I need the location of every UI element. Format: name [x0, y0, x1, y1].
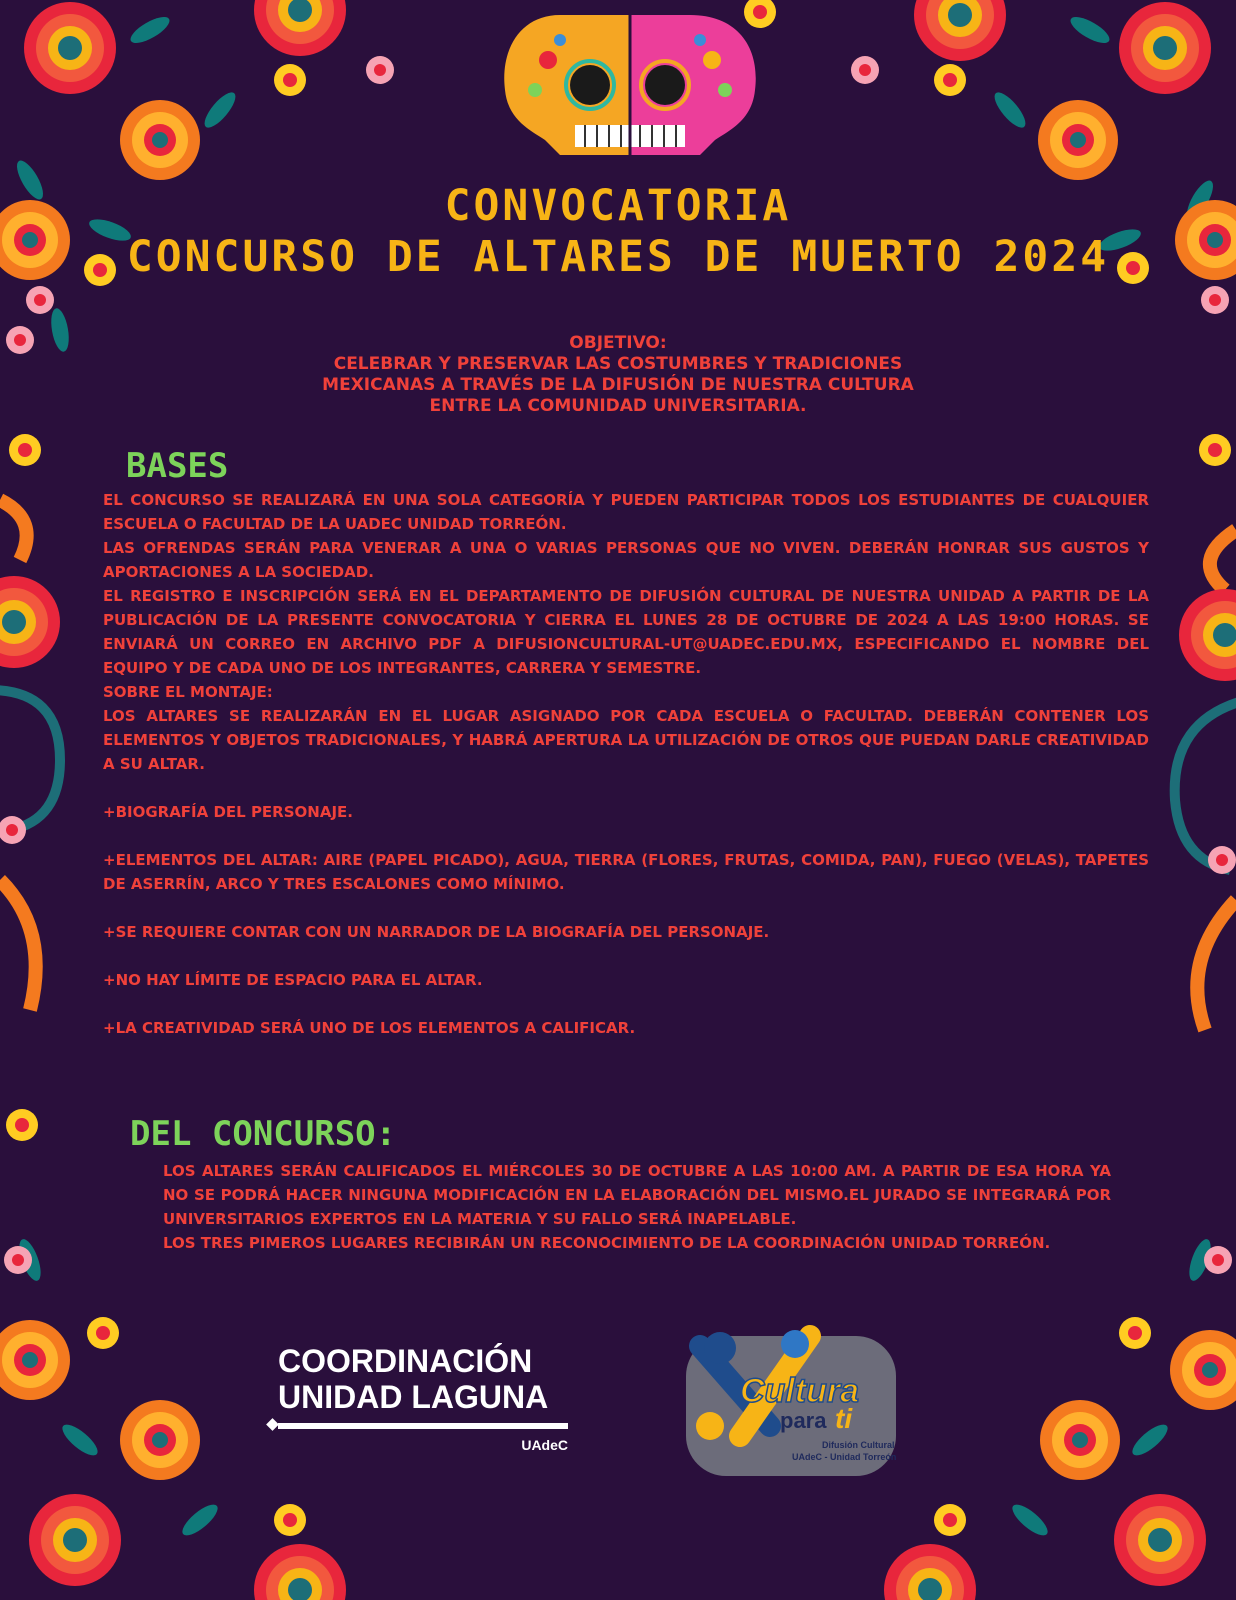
requirement-item: +LA CREATIVIDAD SERÁ UNO DE LOS ELEMENTOS A CALIFICAR. [103, 1019, 636, 1037]
bases-paragraph: SOBRE EL MONTAJE: [103, 683, 273, 701]
objective-line: MEXICANAS A TRAVÉS DE LA DIFUSIÓN DE NUESTRA CULTURA [322, 375, 914, 395]
bases-paragraph: LOS ALTARES SE REALIZARÁN EN EL LUGAR ASIGNADO POR CADA ESCUELA O FACULTAD. DEBERÁN CONTENER LOS ELEMENTOS Y OBJETOS TRADICIONALES, Y HABRÁ APERTURA LA UTILIZACIÓN DE OTROS QUE PUEDAN DARLE CREATIVIDAD A SU ALTAR. [103, 707, 1149, 773]
requirement-item: +SE REQUIERE CONTAR CON UN NARRADOR DE LA BIOGRAFÍA DEL PERSONAJE. [103, 923, 770, 941]
title-concurso: CONCURSO DE ALTARES DE MUERTO 2024 [126, 232, 1110, 282]
requirement-item: +NO HAY LÍMITE DE ESPACIO PARA EL ALTAR. [103, 971, 483, 989]
requirement-item: +ELEMENTOS DEL ALTAR: AIRE (PAPEL PICADO), AGUA, TIERRA (FLORES, FRUTAS, COMIDA, PAN), FUEGO (VELAS), TAPETES DE ASERRÍN, ARCO Y TRES ESCALONES COMO MÍNIMO. [103, 851, 1149, 893]
difusion-label: Difusión Cultural [822, 1440, 895, 1450]
bases-paragraph: EL CONCURSO SE REALIZARÁ EN UNA SOLA CATEGORÍA Y PUEDEN PARTICIPAR TODOS LOS ESTUDIANTES DE CUALQUIER ESCUELA O FACULTAD DE LA UADEC UNIDAD TORREÓN. [103, 491, 1149, 533]
logo-line: COORDINACIÓN [278, 1343, 533, 1379]
coordinacion-logo [278, 1343, 568, 1453]
bases-title: BASES [126, 446, 229, 486]
requirement-item: +BIOGRAFÍA DEL PERSONAJE. [103, 803, 353, 821]
cultura-para-ti-logo [680, 1316, 914, 1486]
objective-label: OBJETIVO: [569, 333, 667, 353]
contest-paragraph: LOS ALTARES SERÁN CALIFICADOS EL MIÉRCOLES 30 DE OCTUBRE A LAS 10:00 AM. A PARTIR DE ESA HORA YA NO SE PODRÁ HACER NINGUNA MODIFICACIÓN EN LA ELABORACIÓN DEL MISMO.EL JURADO SE INTEGRARÁ POR UNIVERSITARIOS EXPERTOS EN LA MATERIA Y SU FALLO SERÁ INAPELABLE. [163, 1162, 1111, 1228]
bases-paragraph: EL REGISTRO E INSCRIPCIÓN SERÁ EN EL DEPARTAMENTO DE DIFUSIÓN CULTURAL DE NUESTRA UNIDAD A PARTIR DE LA PUBLICACIÓN DE LA PRESENTE CONVOCATORIA Y CIERRA EL LUNES 28 DE OCTUBRE DE 2024 A LAS 19:00 HORAS. SE ENVIARÁ UN CORREO EN ARCHIVO PDF A DIFUSIONCULTURAL-UT@UADEC.EDU.MX, ESPECIFICANDO EL NOMBRE DEL EQUIPO Y DE CADA UNO DE LOS INTEGRANTES, CARRERA Y SEMESTRE. [103, 587, 1149, 677]
title-convocatoria: CONVOCATORIA [444, 181, 792, 231]
uadec-mark: UAdeC [521, 1437, 568, 1453]
unidad-label: UAdeC - Unidad Torreón [792, 1452, 897, 1462]
logo-bar [278, 1423, 568, 1429]
flowers-bottom-right [884, 1237, 1236, 1600]
contest-paragraph: LOS TRES PIMEROS LUGARES RECIBIRÁN UN RECONOCIMIENTO DE LA COORDINACIÓN UNIDAD TORREÓN. [163, 1234, 1051, 1252]
objective-block [200, 333, 1036, 417]
contest-title: DEL CONCURSO: [130, 1114, 397, 1154]
ti-word: ti [835, 1403, 853, 1434]
para-word: para [780, 1408, 827, 1433]
cultura-word: Cultura [740, 1372, 859, 1410]
logo-line: UNIDAD LAGUNA [278, 1379, 549, 1415]
objective-line: ENTRE LA COMUNIDAD UNIVERSITARIA. [429, 396, 807, 416]
bases-paragraph: LAS OFRENDAS SERÁN PARA VENERAR A UNA O VARIAS PERSONAS QUE NO VIVEN. DEBERÁN HONRAR SUS GUSTOS Y APORTACIONES A LA SOCIEDAD. [103, 539, 1149, 581]
contest-body [163, 1159, 1111, 1255]
flowers-left-middle [0, 500, 60, 1141]
sugar-skulls [504, 0, 756, 160]
flowers-right-middle [1175, 530, 1236, 1030]
objective-line: CELEBRAR Y PRESERVAR LAS COSTUMBRES Y TRADICIONES [333, 354, 903, 374]
bases-body [103, 488, 1149, 1040]
